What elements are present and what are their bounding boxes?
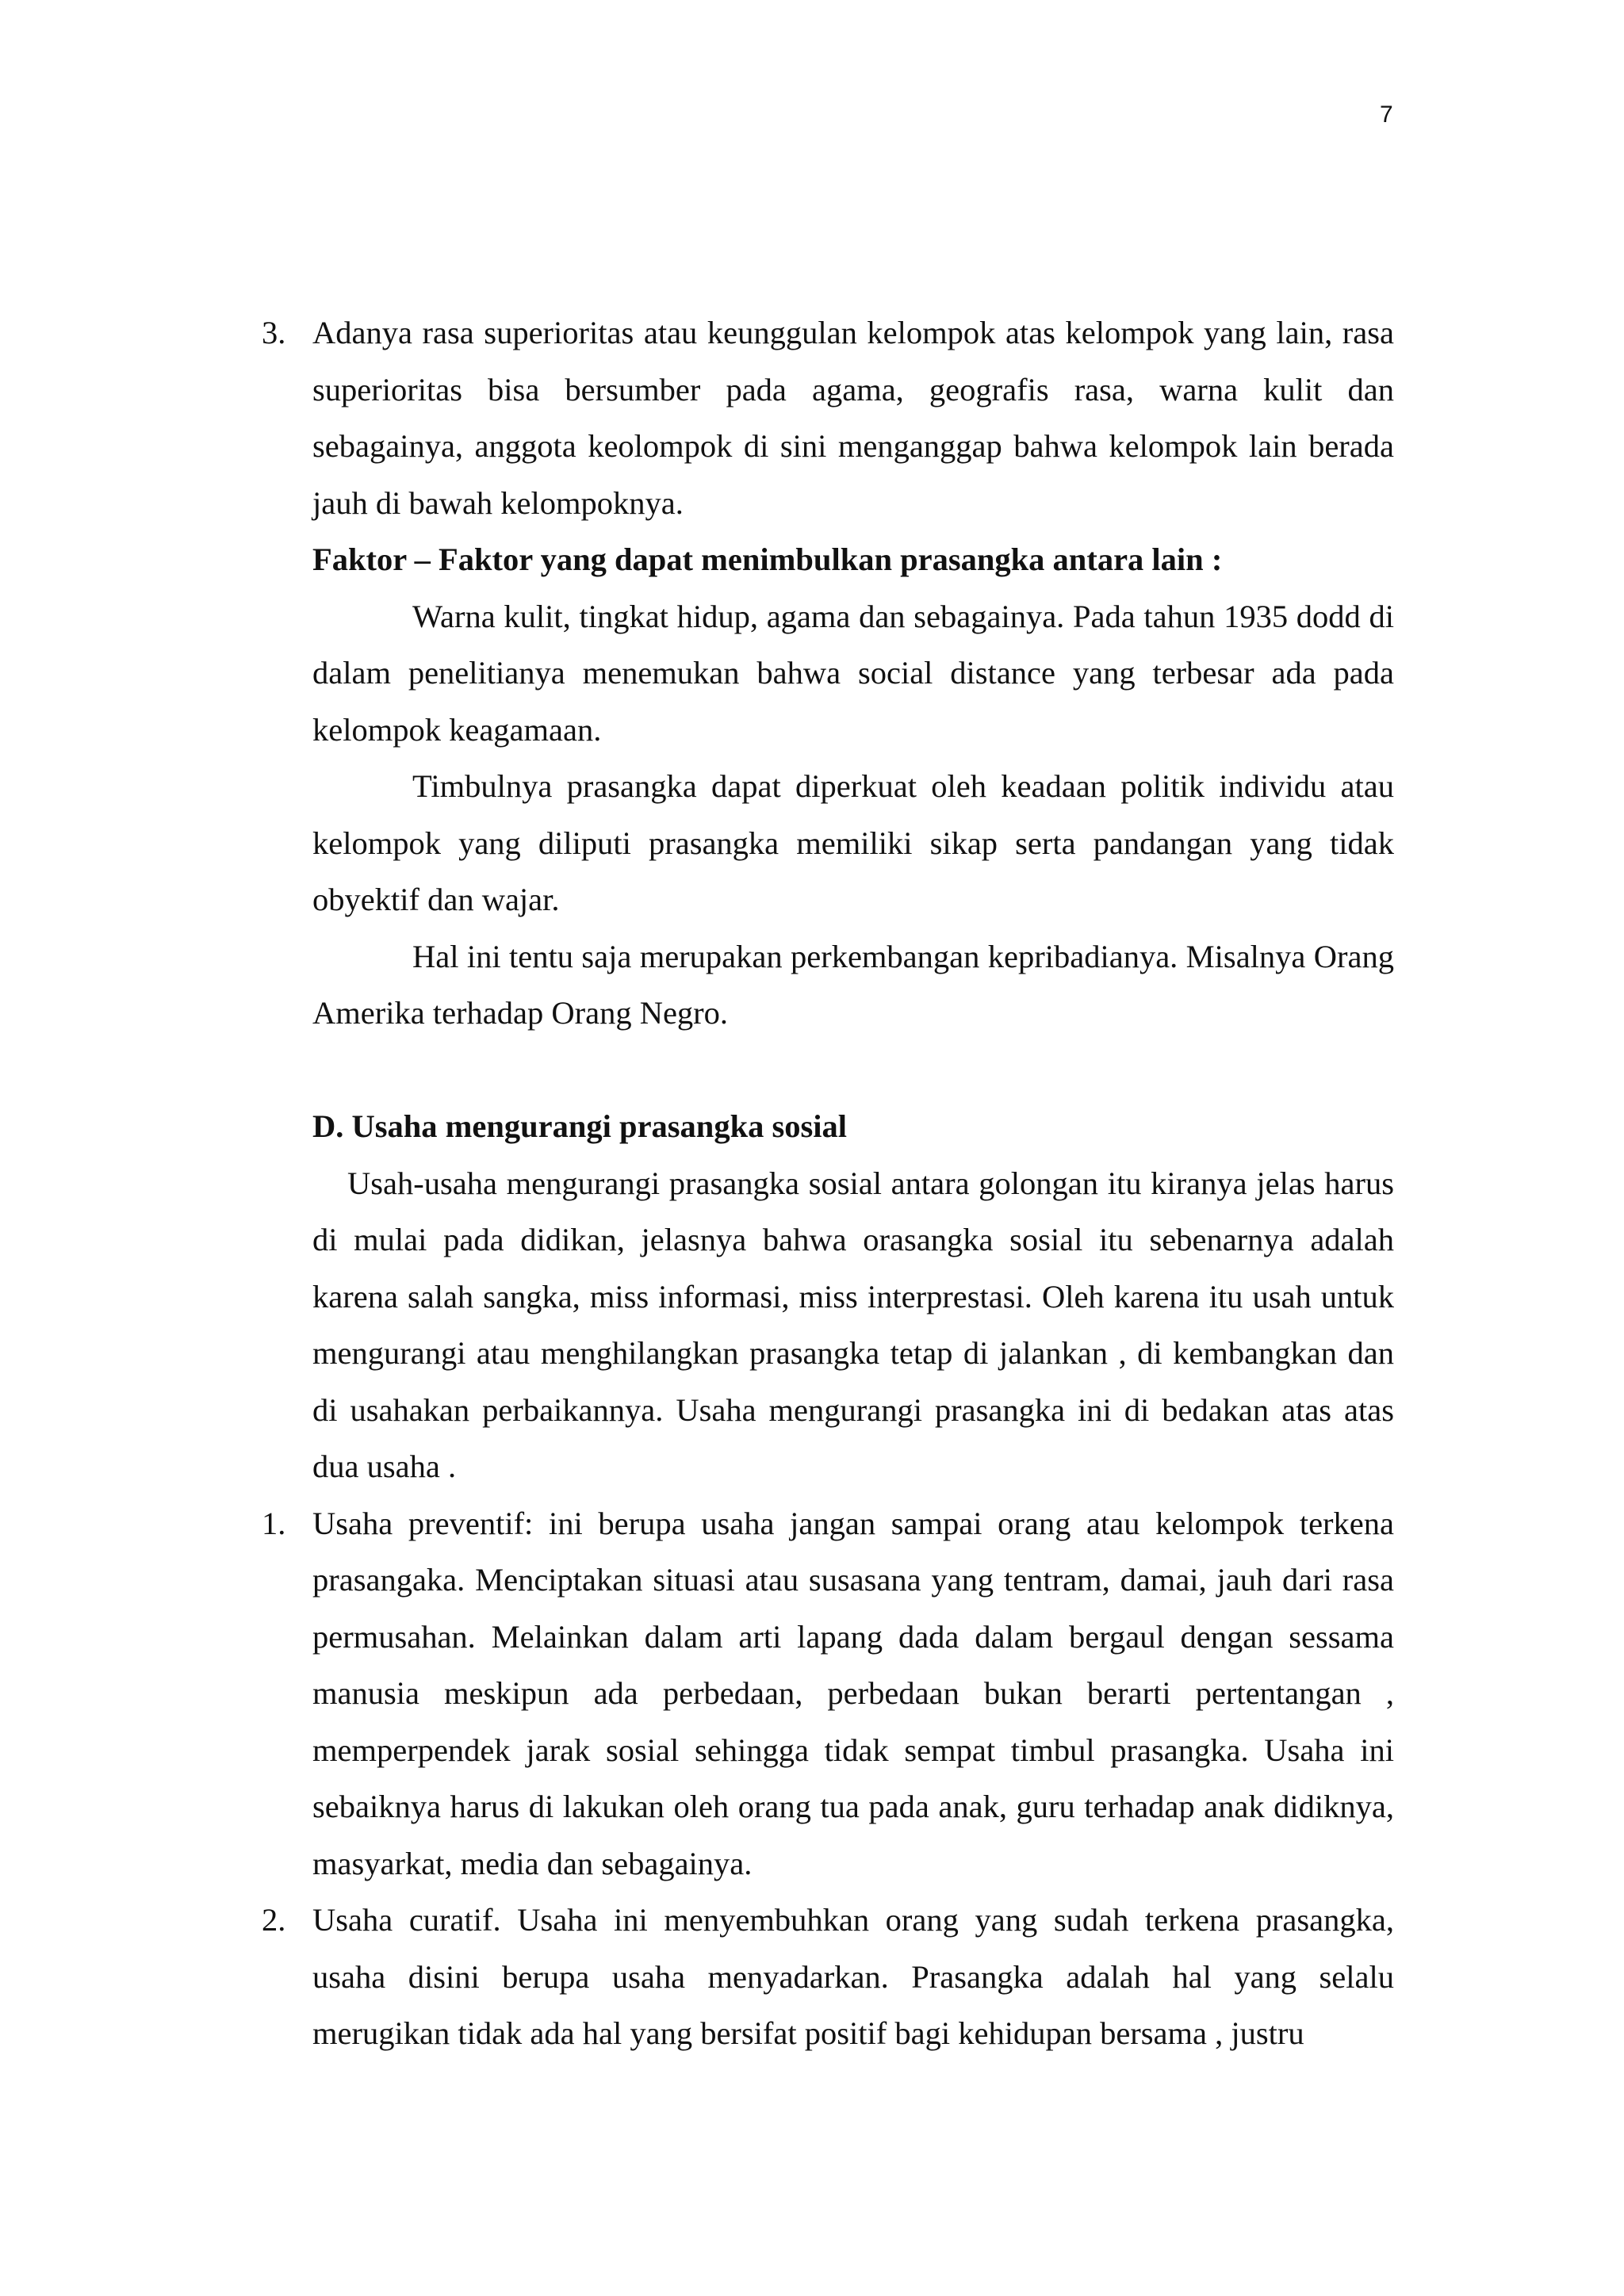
section-d-heading: D. Usaha mengurangi prasangka sosial: [312, 1108, 848, 1144]
list-item-text: Usaha preventif: ini berupa usaha jangan sampai orang atau kelompok terkena prasangaka. Menciptakan situasi atau susasana yang tentram, damai, jauh dari rasa permusahan. Melainkan dalam arti lapang dada dalam bergaul dengan sessama manusia meskipun ada perbedaan, perbedaan bukan berarti pertentangan , memperpendek jarak sosial sehingga tidak sempat timbul prasangka. Usaha ini sebaiknya harus di lakukan oleh orang tua pada anak, guru terhadap anak didiknya, masyarkat, media dan sebagainya.: [312, 1505, 1394, 1881]
spacer: [262, 1042, 1394, 1099]
faktor-heading: Faktor – Faktor yang dapat menimbulkan prasangka antara lain :: [312, 541, 1223, 577]
list-item-text: Adanya rasa superioritas atau keunggulan kelompok atas kelompok yang lain, rasa superioritas bisa bersumber pada agama, geografis rasa, warna kulit dan sebagainya, anggota keolompok di sini menganggap bahwa kelompok lain berada jauh di bawah kelompoknya.: [312, 315, 1394, 521]
list-number: 3.: [262, 315, 286, 350]
document-body: [262, 304, 1394, 2062]
paragraph: Warna kulit, tingkat hidup, agama dan sebagainya. Pada tahun 1935 dodd di dalam penelitianya menemukan bahwa social distance yang terbesar ada pada kelompok keagamaan.: [312, 598, 1394, 748]
paragraph: Timbulnya prasangka dapat diperkuat oleh keadaan politik individu atau kelompok yang diliputi prasangka memiliki sikap serta pandangan yang tidak obyektif dan wajar.: [312, 768, 1394, 917]
list-number: 2.: [262, 1902, 286, 1938]
list-item: [262, 1892, 1394, 2062]
list-number: 1.: [262, 1505, 286, 1541]
list-item: [262, 1495, 1394, 1892]
list-item: [262, 304, 1394, 531]
paragraph: Hal ini tentu saja merupakan perkembangan kepribadianya. Misalnya Orang Amerika terhadap Orang Negro.: [312, 938, 1394, 1031]
paragraph: Usah-usaha mengurangi prasangka sosial antara golongan itu kiranya jelas harus di mulai pada didikan, jelasnya bahwa orasangka sosial itu sebenarnya adalah karena salah sangka, miss informasi, miss interprestasi. Oleh karena itu usah untuk mengurangi atau menghilangkan prasangka tetap di jalankan , di kembangkan dan di usahakan perbaikannya. Usaha mengurangi prasangka ini di bedakan atas atas dua usaha .: [312, 1165, 1394, 1484]
page-number: 7: [1380, 101, 1393, 128]
list-item-text: Usaha curatif. Usaha ini menyembuhkan orang yang sudah terkena prasangka, usaha disini berupa usaha menyadarkan. Prasangka adalah hal yang selalu merugikan tidak ada hal yang bersifat positif bagi kehidupan bersama , justru: [312, 1902, 1394, 2051]
